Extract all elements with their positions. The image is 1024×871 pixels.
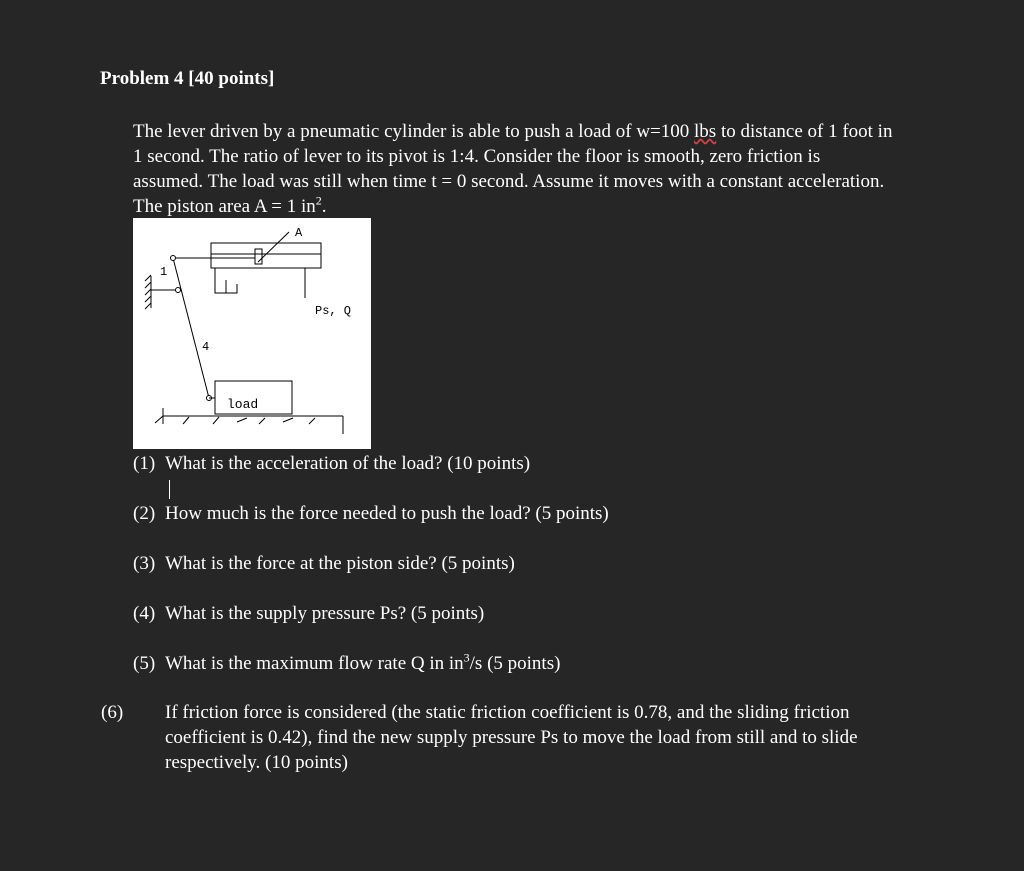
- statement-part-2: to distance of 1 foot in 1 second. The ratio of lever to its pivot is 1:4. Consider the floor is smooth, zero friction is assumed. The load was still when time t = 0 second. Assume it moves with a constant acceleration. The piston area A = 1 in: [133, 121, 893, 217]
- ratio-label-bottom: 4: [202, 340, 210, 354]
- question-3: [133, 551, 515, 576]
- question-text: What is the supply pressure Ps? (5 points): [165, 603, 485, 624]
- lever-top-joint: [171, 256, 176, 261]
- statement-end: .: [321, 196, 327, 217]
- area-pointer: [258, 232, 289, 262]
- question-2: [133, 501, 609, 526]
- load-label: load: [227, 397, 259, 412]
- pivot-joint: [176, 288, 181, 293]
- question-text-end: /s (5 points): [469, 653, 561, 674]
- question-6: [101, 700, 925, 775]
- question-number: (4): [133, 603, 156, 624]
- question-text: How much is the force needed to push the load? (5 points): [165, 503, 609, 524]
- question-text: What is the force at the piston side? (5 points): [165, 553, 515, 574]
- question-5: [133, 651, 560, 676]
- statement-part-1: The lever driven by a pneumatic cylinder is able to push a load of w=100: [133, 121, 695, 142]
- question-number: (2): [133, 503, 156, 524]
- lever-cylinder-diagram: [133, 218, 371, 449]
- statement-superscript: 2: [315, 193, 322, 208]
- problem-statement: [133, 119, 893, 219]
- question-text: What is the maximum flow rate Q in in: [165, 653, 464, 674]
- statement-lbs: lbs: [694, 121, 717, 142]
- question-text: If friction force is considered (the static friction coefficient is 0.78, and the sliding friction coefficient is 0.42), find the new supply pressure Ps to move the load from still and to slide respectively. (10 points): [165, 702, 858, 773]
- supply-label: Ps, Q: [315, 304, 352, 318]
- problem-title: Problem 4 [40 points]: [100, 68, 275, 89]
- question-text: What is the acceleration of the load? (10 points): [165, 453, 531, 474]
- question-superscript: 3: [463, 650, 470, 665]
- text-cursor: [169, 480, 170, 499]
- question-number: (1): [133, 453, 156, 474]
- cylinder-barrel: [211, 243, 321, 268]
- diagram-svg: [133, 218, 371, 449]
- ratio-label-top: 1: [160, 265, 168, 279]
- question-number: (5): [133, 653, 156, 674]
- question-4: [133, 601, 484, 626]
- question-number: (6): [101, 702, 124, 723]
- question-1: [133, 451, 530, 476]
- lever: [173, 258, 209, 398]
- area-label: A: [295, 226, 303, 240]
- question-number: (3): [133, 553, 156, 574]
